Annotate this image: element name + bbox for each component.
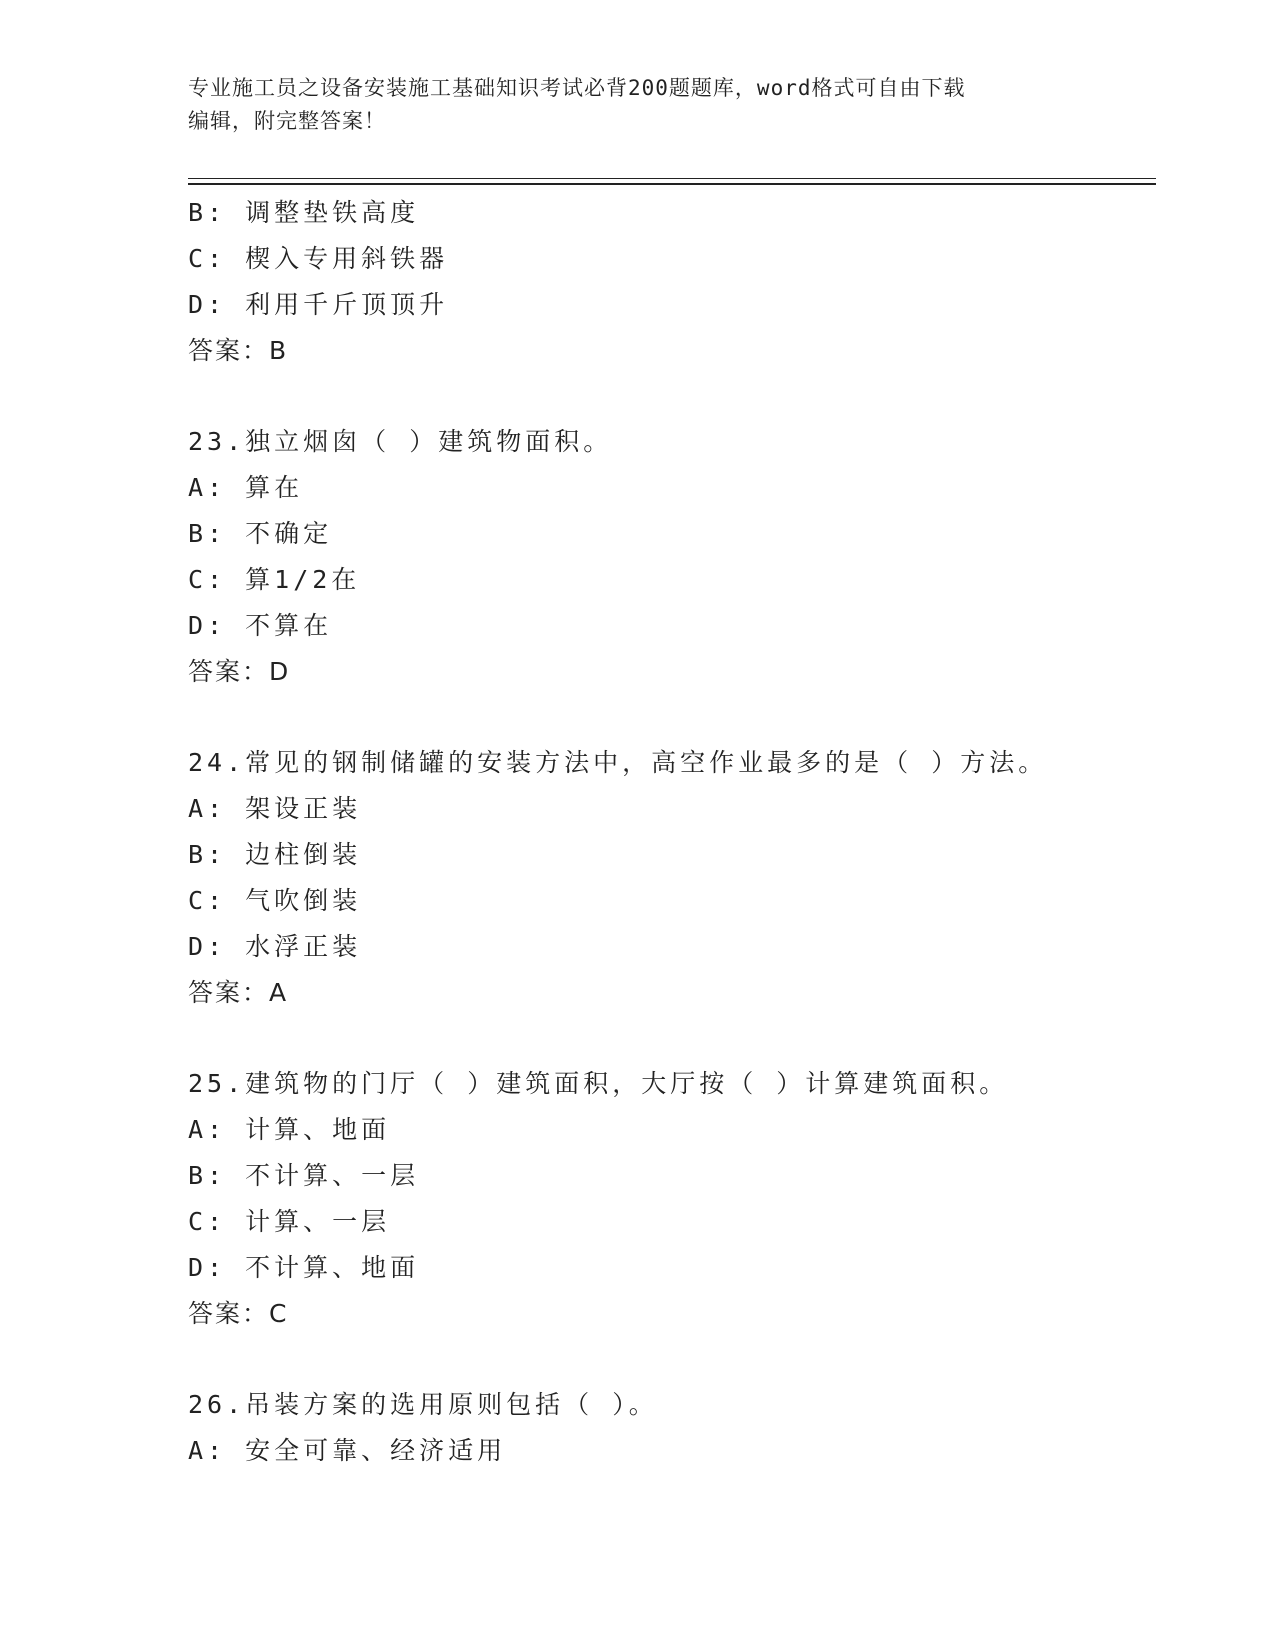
answer: 答案：A: [188, 978, 289, 1007]
option-c: C: 计算、一层: [188, 1207, 391, 1236]
header-title-line2: 编辑，附完整答案！: [188, 109, 386, 133]
question-list: [188, 190, 1156, 1474]
option-b: B: 调整垫铁高度: [188, 198, 420, 227]
option-a: A: 算在: [188, 473, 304, 502]
spacer: [188, 374, 1156, 419]
option-d: D: 不计算、地面: [188, 1253, 420, 1282]
header-title-line1: 专业施工员之设备安装施工基础知识考试必背200题题库，word格式可自由下载: [188, 76, 966, 100]
option-b: B: 不确定: [188, 519, 333, 548]
answer: 答案：D: [188, 657, 291, 686]
option-a: A: 架设正装: [188, 794, 362, 823]
option-a: A: 计算、地面: [188, 1115, 391, 1144]
option-b: B: 不计算、一层: [188, 1161, 420, 1190]
option-c: C: 气吹倒装: [188, 886, 362, 915]
option-b: B: 边柱倒装: [188, 840, 362, 869]
answer: 答案：B: [188, 336, 289, 365]
question-stem: 25.建筑物的门厅（ ）建筑面积，大厅按（ ）计算建筑面积。: [188, 1069, 1009, 1098]
document-header: [188, 72, 1088, 138]
question-stem: 23.独立烟囱（ ）建筑物面积。: [188, 427, 613, 456]
header-divider-thick: [188, 183, 1156, 185]
spacer: [188, 695, 1156, 740]
header-divider-thin: [188, 178, 1156, 179]
question-26: [188, 1382, 1156, 1474]
option-d: D: 水浮正装: [188, 932, 362, 961]
spacer: [188, 1016, 1156, 1061]
option-d: D: 不算在: [188, 611, 333, 640]
spacer: [188, 1337, 1156, 1382]
question-stem: 26.吊装方案的选用原则包括（ ）。: [188, 1390, 658, 1419]
option-d: D: 利用千斤顶顶升: [188, 290, 449, 319]
option-a: A: 安全可靠、经济适用: [188, 1436, 507, 1465]
question-24: [188, 740, 1156, 1016]
question-25: [188, 1061, 1156, 1337]
question-23: [188, 419, 1156, 695]
answer: 答案：C: [188, 1299, 289, 1328]
question-22-continued: [188, 190, 1156, 374]
option-c: C: 算1/2在: [188, 565, 361, 594]
option-c: C: 楔入专用斜铁器: [188, 244, 449, 273]
question-stem: 24.常见的钢制储罐的安装方法中，高空作业最多的是（ ）方法。: [188, 748, 1048, 777]
